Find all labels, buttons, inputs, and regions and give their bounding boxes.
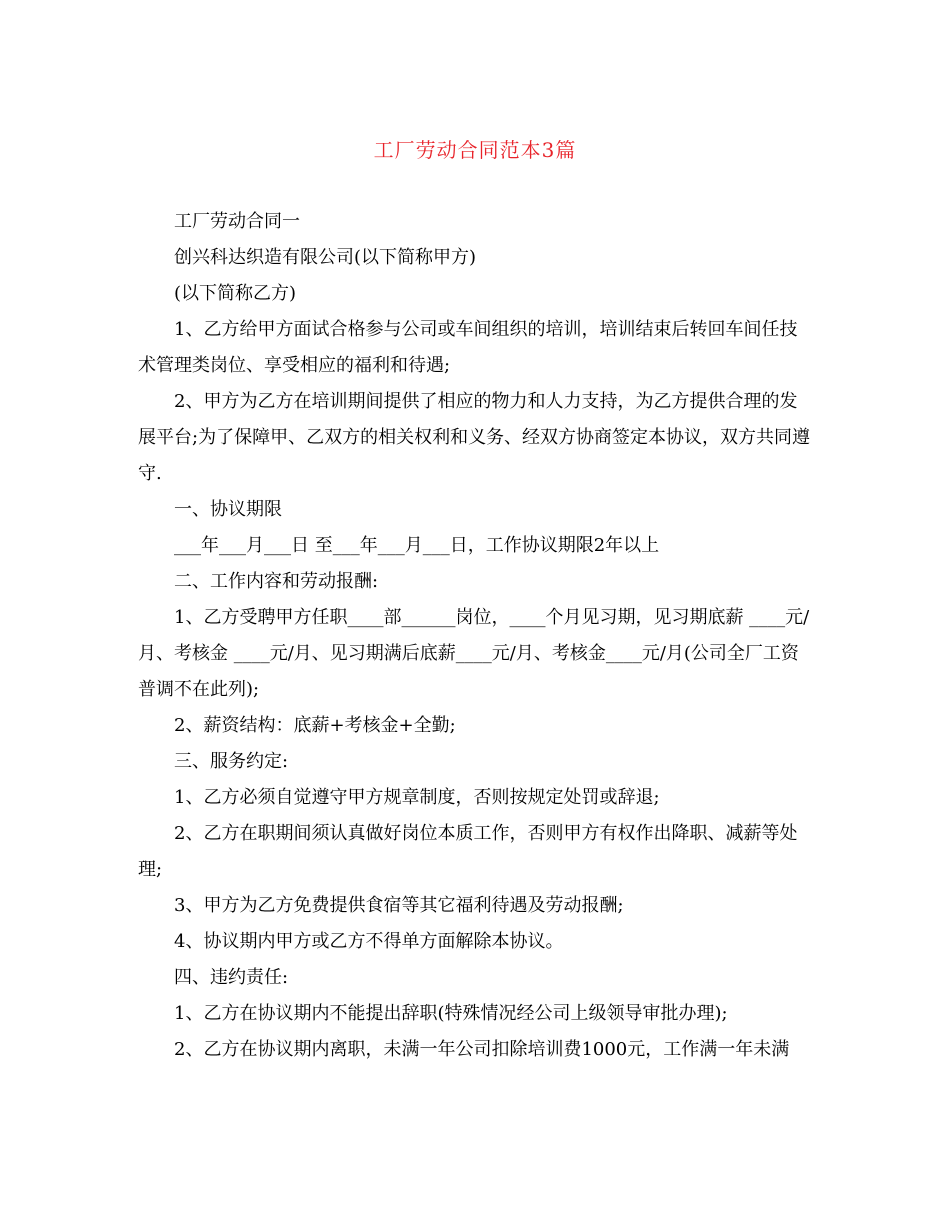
paragraph: 3、甲方为乙方免费提供食宿等其它福利待遇及劳动报酬; xyxy=(174,895,624,916)
paragraph: 二、工作内容和劳动报酬: xyxy=(174,571,379,592)
paragraph: 创兴科达织造有限公司(以下简称甲方) xyxy=(174,247,477,268)
paragraph: 2、乙方在协议期内离职，未满一年公司扣除培训费1000元，工作满一年未满 xyxy=(174,1039,790,1060)
paragraph: 工厂劳动合同一 xyxy=(174,211,300,232)
paragraph: (以下简称乙方) xyxy=(174,283,297,304)
paragraph: 1、乙方在协议期内不能提出辞职(特殊情况经公司上级领导审批办理); xyxy=(174,1003,728,1024)
paragraph: 1、乙方受聘甲方任职____部______岗位，____个月见习期，见习期底薪 ____元/月、考核金 ____元/月、见习期满后底薪____元/月、考核金____元/月(公司全厂工资普调不在此列); xyxy=(138,607,810,700)
paragraph: 2、乙方在职期间须认真做好岗位本质工作，否则甲方有权作出降职、减薪等处理; xyxy=(138,823,798,880)
paragraph: 四、违约责任: xyxy=(174,967,289,988)
document-title: 工厂劳动合同范本3篇 xyxy=(373,138,577,162)
document-body xyxy=(138,204,813,1068)
paragraph: 1、乙方必须自觉遵守甲方规章制度，否则按规定处罚或辞退; xyxy=(174,787,660,808)
paragraph: 三、服务约定: xyxy=(174,751,289,772)
paragraph: 4、协议期内甲方或乙方不得单方面解除本协议。 xyxy=(174,931,564,952)
paragraph: 2、甲方为乙方在培训期间提供了相应的物力和人力支持，为乙方提供合理的发展平台;为了保障甲、乙双方的相关权利和义务、经双方协商签定本协议，双方共同遵守. xyxy=(138,391,811,484)
paragraph: 2、薪资结构：底薪+考核金+全勤; xyxy=(174,715,456,736)
paragraph: ___年___月___日 至___年___月___日，工作协议期限2年以上 xyxy=(174,535,660,556)
paragraph: 1、乙方给甲方面试合格参与公司或车间组织的培训，培训结束后转回车间任技术管理类岗位、享受相应的福利和待遇; xyxy=(138,319,798,376)
paragraph: 一、协议期限 xyxy=(174,499,282,520)
